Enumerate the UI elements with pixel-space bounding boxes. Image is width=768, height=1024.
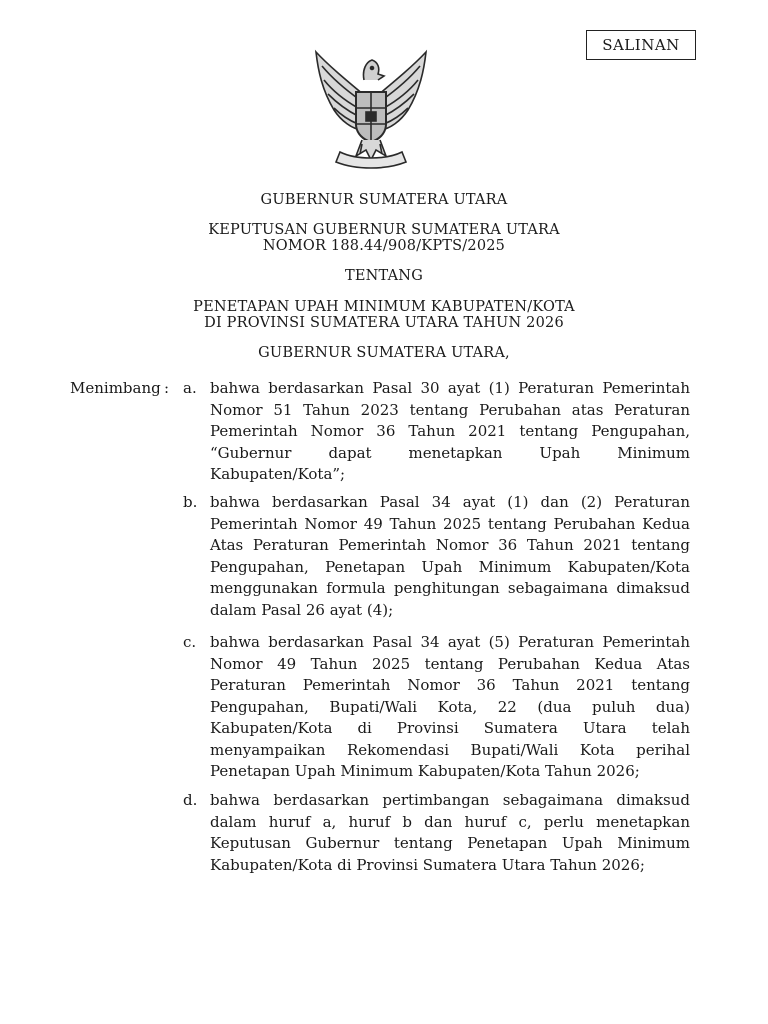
subject-line-1: PENETAPAN UPAH MINIMUM KABUPATEN/KOTA — [193, 299, 575, 315]
item-text: bahwa berdasarkan pertimbangan sebagaimana dimaksud dalam huruf a, huruf b dan huruf c, perlu menetapkan Keputusan Gubernur tentang Penetapan Upah Minimum Kabupaten/Kota di Provinsi Sumatera Utara Tahun 2026; — [210, 791, 690, 874]
item-text: bahwa berdasarkan Pasal 34 ayat (1) dan (2) Peraturan Pemerintah Nomor 49 Tahun 2025 tentang Perubahan Kedua Atas Peraturan Pemerintah Nomor 36 Tahun 2021 tentang Pengupahan, Penetapan Upah Minimum Kabupaten/Kota menggunakan formula penghitungan sebagaimana dimaksud dalam Pasal 26 ayat (4); — [210, 493, 690, 619]
item-letter: d. — [183, 791, 198, 809]
about-heading: TENTANG — [345, 268, 423, 284]
subject-line-2: DI PROVINSI SUMATERA UTARA TAHUN 2026 — [204, 315, 564, 331]
item-letter: c. — [183, 633, 197, 651]
item-text: bahwa berdasarkan Pasal 34 ayat (5) Peraturan Pemerintah Nomor 49 Tahun 2025 tentang Perubahan Kedua Atas Peraturan Pemerintah Nomor 36 Tahun 2021 tentang Pengupahan, Bupati/Wali Kota, 22 (dua puluh dua) Kabupaten/Kota di Provinsi Sumatera Utara telah menyampaikan Rekomendasi Bupati/Wali Kota perihal Penetapan Upah Minimum Kabupaten/Kota Tahun 2026; — [210, 633, 690, 780]
authority-title: GUBERNUR SUMATERA UTARA — [260, 192, 508, 208]
item-letter: a. — [183, 379, 197, 397]
item-text: bahwa berdasarkan Pasal 30 ayat (1) Peraturan Pemerintah Nomor 51 Tahun 2023 tentang Perubahan atas Peraturan Pemerintah Nomor 36 Tahun 2021 tentang Pengupahan, “Gubernur dapat menetapkan Upah Minimum Kabupaten/Kota”; — [210, 379, 690, 483]
decree-title: KEPUTUSAN GUBERNUR SUMATERA UTARA — [208, 222, 560, 238]
considering-label: Menimbang — [70, 379, 161, 397]
considering-colon: : — [164, 379, 170, 397]
garuda-pancasila-emblem-icon — [306, 40, 436, 170]
salinan-stamp: SALINAN — [586, 30, 696, 60]
item-letter: b. — [183, 493, 198, 511]
decree-number: NOMOR 188.44/908/KPTS/2025 — [262, 238, 506, 254]
signatory: GUBERNUR SUMATERA UTARA, — [258, 345, 510, 361]
